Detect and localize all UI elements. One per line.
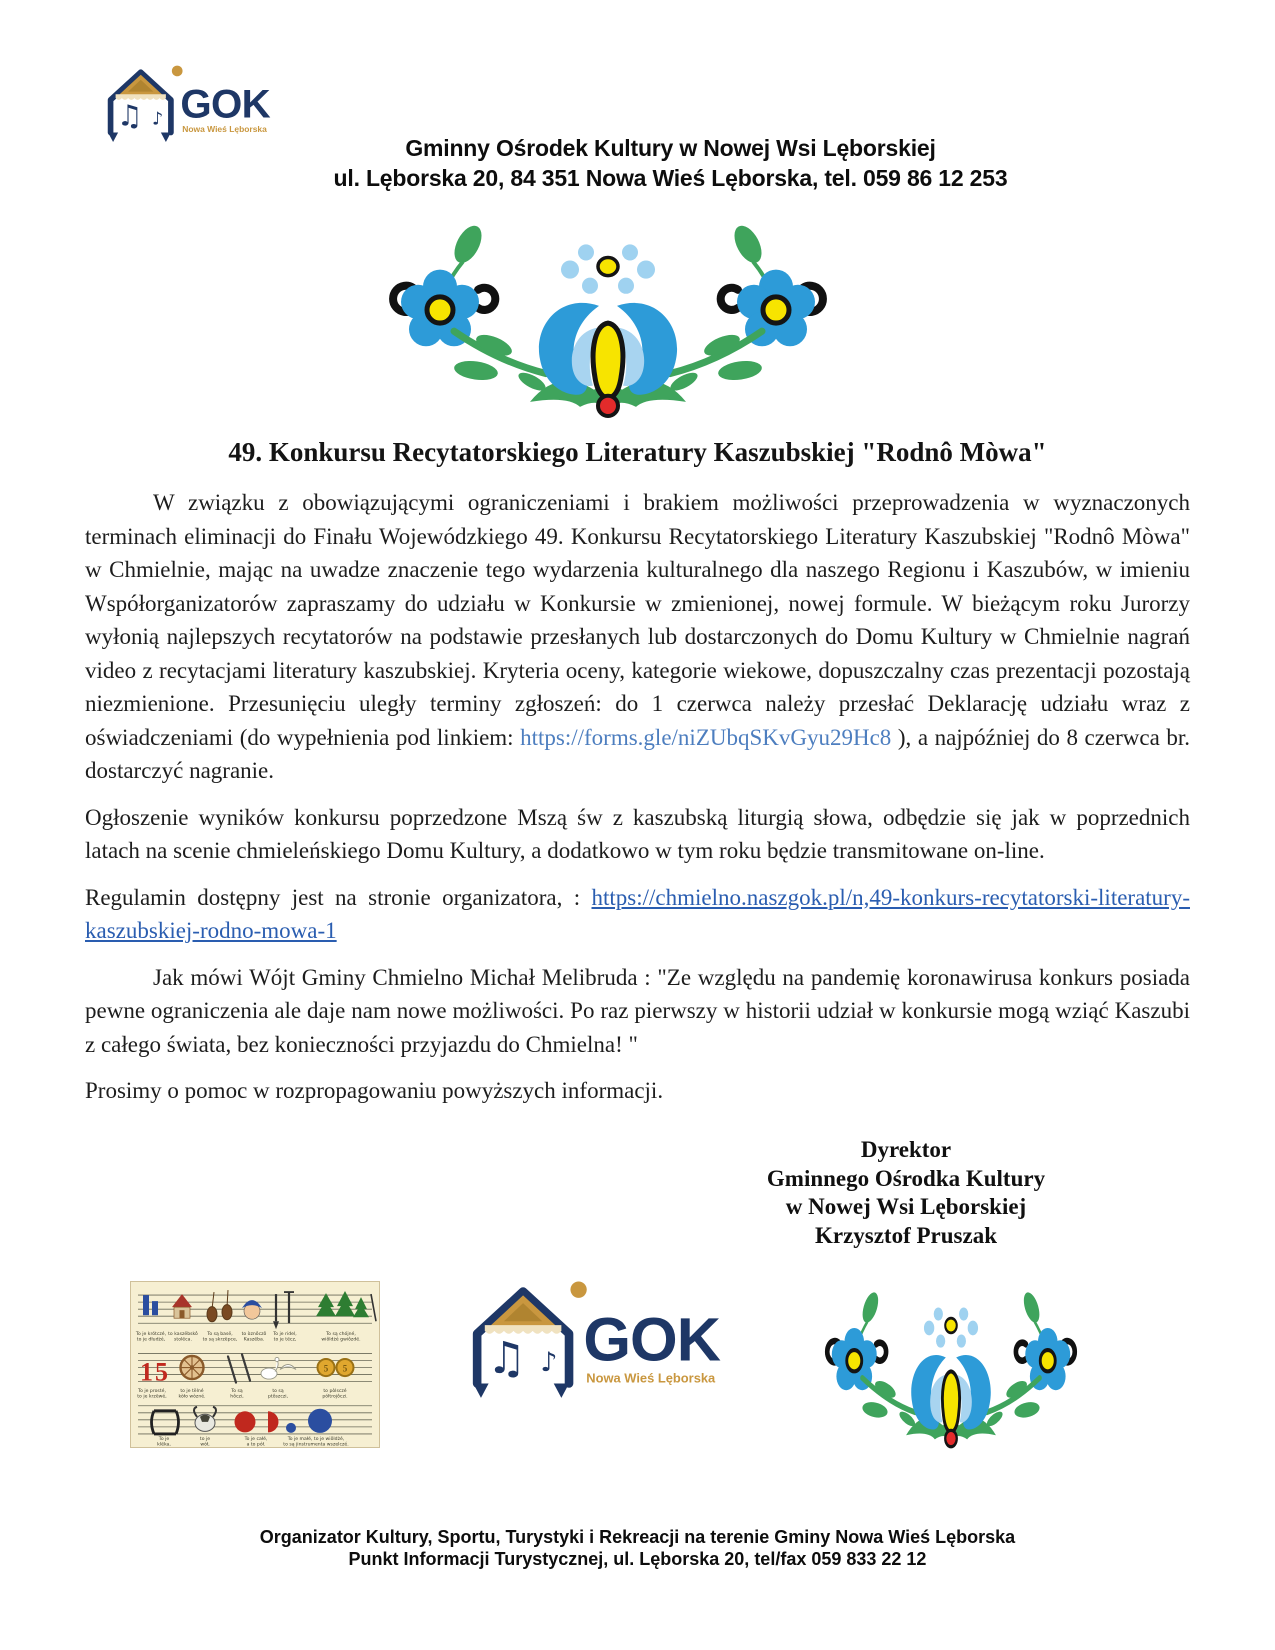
footer-line-2: Punkt Informacji Turystycznej, ul. Lęborska 20, tel/fax 059 833 22 12: [348, 1549, 927, 1569]
signature-org-1: Gminnego Ośrodka Kultury: [766, 1165, 1046, 1191]
org-address: ul. Lęborska 20, 84 351 Nowa Wieś Lęborska, tel. 059 86 12 253: [333, 165, 1008, 191]
document-title: 49. Konkursu Recytatorskiego Literatury Kaszubskiej "Rodnô Mòwa": [228, 437, 1047, 467]
kashubian-notes-image: [130, 1281, 380, 1448]
footer: [0, 1526, 1275, 1570]
kashubian-flower-ornament-top: [318, 208, 898, 420]
paragraph-intro-text: W związku z obowiązującymi ograniczeniami i brakiem możliwości przeprowadzenia w wyznaczonych terminach eliminacji do Finału Wojewódzkiego 49. Konkursu Recytatorskiego Literatury Kaszubskiej "Rodnô Mòwa" w Chmielnie, mając na uwadze znaczenie tego wydarzenia kulturalnego dla naszego Regionu i Kaszubów, w imieniu Współorganizatorów zapraszamy do udziału w Konkursie w zmienionej, nowej formule. W bieżącym roku Jurorzy wyłonią najlepszych recytatorów na podstawie przesłanych lub dostarczonych do Domu Kultury w Chmielnie nagrań video z recytacjami literatury kaszubskiej. Kryteria oceny, kategorie wiekowe, dopuszczalny czas prezentacji pozostają niezmienione. Przesunięciu uległy terminy zgłoszeń: do 1 czerwca należy przesłać Deklarację udziału wraz z oświadczeniami (do wypełnienia pod linkiem:: [85, 490, 1190, 750]
org-header: [66, 133, 1275, 193]
document-body: [85, 486, 1190, 1121]
gok-logo-footer: [458, 1276, 726, 1401]
signature-role: Dyrektor: [860, 1137, 952, 1162]
signature-org-2: w Nowej Wsi Lęborskiej: [785, 1194, 1027, 1219]
paragraph-intro: [85, 486, 1190, 788]
paragraph-quote: Jak mówi Wójt Gminy Chmielno Michał Melibruda : "Ze względu na pandemię koronawirusa konkurs posiada pewne ograniczenia ale daje nam nowe możliwości. Po raz pierwszy w historii udział w konkursie mogą wziąć Kaszubi z całego świata, bez konieczności przyjazdu do Chmielna! ": [85, 964, 1190, 1057]
regulations-link[interactable]: https://chmielno.naszgok.pl/n,49-konkurs-recytatorski-literatury-kaszubskiej-rodno-mowa-1: [85, 884, 1190, 943]
paragraph-regulations-text: Regulamin dostępny jest na stronie organizatora, :: [85, 884, 592, 910]
gok-logo-header: [98, 62, 274, 144]
org-name: Gminny Ośrodek Kultury w Nowej Wsi Lęborskiej: [405, 135, 936, 161]
declaration-form-link[interactable]: https://forms.gle/niZUbqSKvGyu29Hc8: [520, 724, 892, 750]
paragraph-results: Ogłoszenie wyników konkursu poprzedzone Mszą św z kaszubską liturgią słowa, odbędzie się jak w poprzednich latach na scenie chmieleńskiego Domu Kultury, a dodatkowo w tym roku będzie transmitowane on-line.: [85, 804, 1190, 863]
paragraph-regulations: [85, 881, 1190, 948]
paragraph-request: Prosimy o pomoc w rozpropagowaniu powyższych informacji.: [85, 1078, 664, 1103]
signature-block: [650, 1136, 1162, 1250]
footer-line-1: Organizator Kultury, Sportu, Turystyki i Rekreacji na terenie Gminy Nowa Wieś Lęborska: [259, 1527, 1016, 1547]
paragraph-intro-text-after: ), a najpóźniej do 8 czerwca br. dostarczyć nagranie.: [85, 724, 1190, 783]
kashubian-flower-ornament-bottom: [784, 1278, 1118, 1450]
signature-name: Krzysztof Pruszak: [814, 1222, 998, 1248]
